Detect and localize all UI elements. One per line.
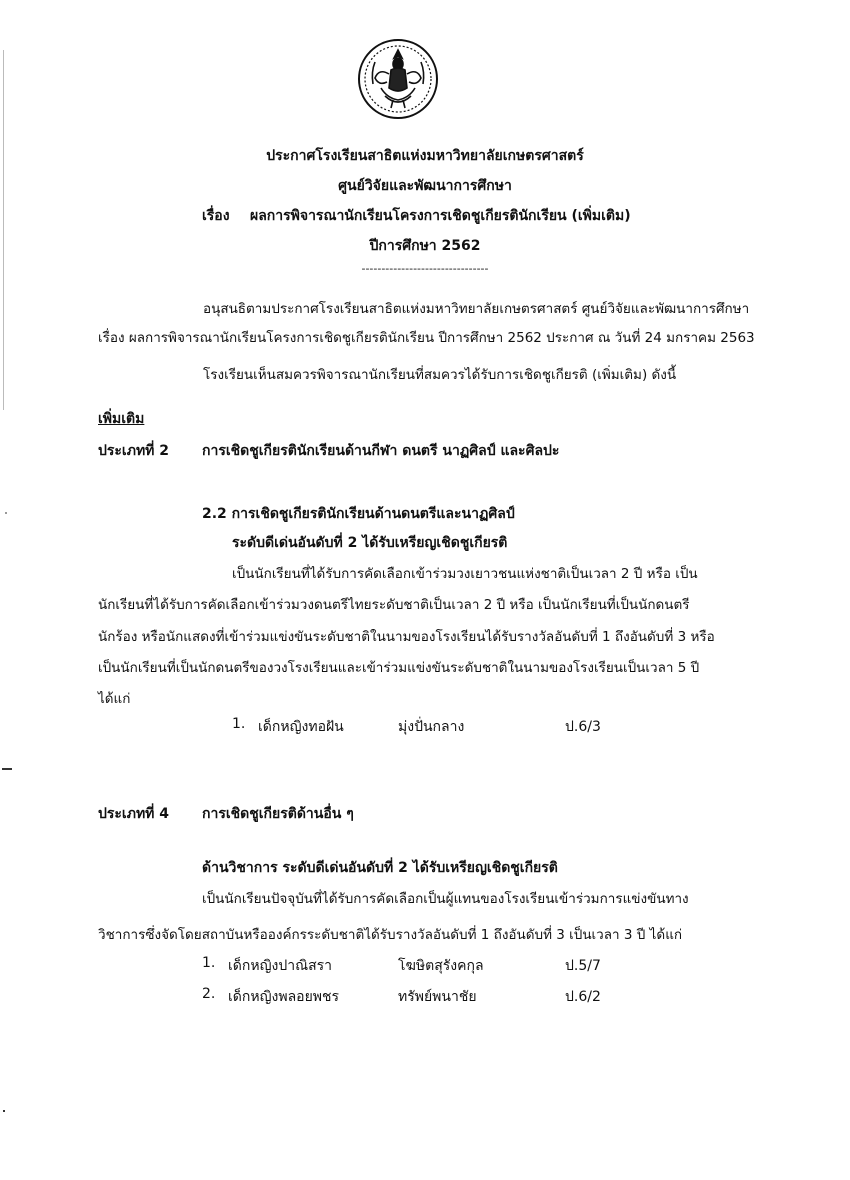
student-name: เด็กหญิงปาณิสรา xyxy=(228,958,333,974)
type-2-level: ระดับดีเด่นอันดับที่ 2 ได้รับเหรียญเชิดชูเกียรติ xyxy=(232,535,508,551)
intro-line-3: โรงเรียนเห็นสมควรพิจารณานักเรียนที่สมควรได้รับการเชิดชูเกียรติ (เพิ่มเติม) ดังนี้ xyxy=(203,367,677,383)
type-2-criteria-line: นักร้อง หรือนักแสดงที่เข้าร่วมแข่งขันระดับชาติในนามของโรงเรียนได้รับรางวัลอันดับที่ 1 ถึงอันดับที่ 3 หรือ xyxy=(98,629,715,645)
student-surname: โฆษิตสุรังคกุล xyxy=(398,958,484,974)
academic-year: ปีการศึกษา 2562 xyxy=(369,238,481,254)
subject-text: ผลการพิจารณานักเรียนโครงการเชิดชูเกียรตินักเรียน (เพิ่มเติม) xyxy=(250,208,631,224)
student-number: 1. xyxy=(202,955,216,971)
scan-edge-line xyxy=(3,50,4,410)
intro-line-2: เรื่อง ผลการพิจารณานักเรียนโครงการเชิดชูเกียรตินักเรียน ปีการศึกษา 2562 ประกาศ ณ วันที่ 24 มกราคม 2563 xyxy=(98,330,755,346)
type-2-criteria-line: นักเรียนที่ได้รับการคัดเลือกเข้าร่วมวงดนตรีไทยระดับชาติเป็นเวลา 2 ปี หรือ เป็นนักเรียนที่เป็นนักดนตรี xyxy=(98,597,690,613)
header-line-2: ศูนย์วิจัยและพัฒนาการศึกษา xyxy=(338,178,512,194)
student-class: ป.6/2 xyxy=(565,989,601,1005)
student-number: 2. xyxy=(202,986,216,1002)
header-line-1: ประกาศโรงเรียนสาธิตแห่งมหาวิทยาลัยเกษตรศาสตร์ xyxy=(266,148,584,164)
student-number: 1. xyxy=(232,716,246,732)
type-4-criteria-line: วิชาการซึ่งจัดโดยสถาบันหรือองค์กรระดับชาติได้รับรางวัลอันดับที่ 1 ถึงอันดับที่ 3 เป็นเวลา 3 ปี ได้แก่ xyxy=(98,927,683,943)
student-class: ป.5/7 xyxy=(565,958,601,974)
type-2-label: ประเภทที่ 2 xyxy=(98,443,170,459)
header-divider: -------------------------------- xyxy=(361,262,489,275)
type-4-label: ประเภทที่ 4 xyxy=(98,806,170,822)
type-2-criteria-line: ได้แก่ xyxy=(98,691,131,707)
additional-label: เพิ่มเติม xyxy=(98,411,145,427)
type-4-sub-heading: ด้านวิชาการ ระดับดีเด่นอันดับที่ 2 ได้รับเหรียญเชิดชูเกียรติ xyxy=(202,860,558,876)
subject-label: เรื่อง xyxy=(202,208,230,224)
type-2-criteria-line: เป็นนักเรียนที่ได้รับการคัดเลือกเข้าร่วมวงเยาวชนแห่งชาติเป็นเวลา 2 ปี หรือ เป็น xyxy=(232,566,698,582)
school-emblem-icon xyxy=(357,38,439,120)
type-4-criteria-line: เป็นนักเรียนปัจจุบันที่ได้รับการคัดเลือกเป็นผู้แทนของโรงเรียนเข้าร่วมการแข่งขันทาง xyxy=(202,891,689,907)
type-2-title: การเชิดชูเกียรตินักเรียนด้านกีฬา ดนตรี นาฏศิลป์ และศิลปะ xyxy=(202,443,560,459)
type-2-sub-heading: 2.2 การเชิดชูเกียรตินักเรียนด้านดนตรีและนาฏศิลป์ xyxy=(202,506,515,522)
scan-speck xyxy=(5,512,7,514)
type-4-title: การเชิดชูเกียรติด้านอื่น ๆ xyxy=(202,806,354,822)
intro-line-1: อนุสนธิตามประกาศโรงเรียนสาธิตแห่งมหาวิทยาลัยเกษตรศาสตร์ ศูนย์วิจัยและพัฒนาการศึกษา xyxy=(203,301,750,317)
student-name: เด็กหญิงพลอยพชร xyxy=(228,989,340,1005)
student-surname: มุ่งปั่นกลาง xyxy=(398,719,465,735)
scan-speck xyxy=(3,1110,5,1112)
student-surname: ทรัพย์พนาชัย xyxy=(398,989,477,1005)
student-name: เด็กหญิงทอฝัน xyxy=(258,719,344,735)
student-class: ป.6/3 xyxy=(565,719,601,735)
type-2-criteria-line: เป็นนักเรียนที่เป็นนักดนตรีของวงโรงเรียนและเข้าร่วมแข่งขันระดับชาติในนามของโรงเรียนเป็นเวลา 5 ปี xyxy=(98,660,700,676)
scan-speck xyxy=(2,768,12,770)
